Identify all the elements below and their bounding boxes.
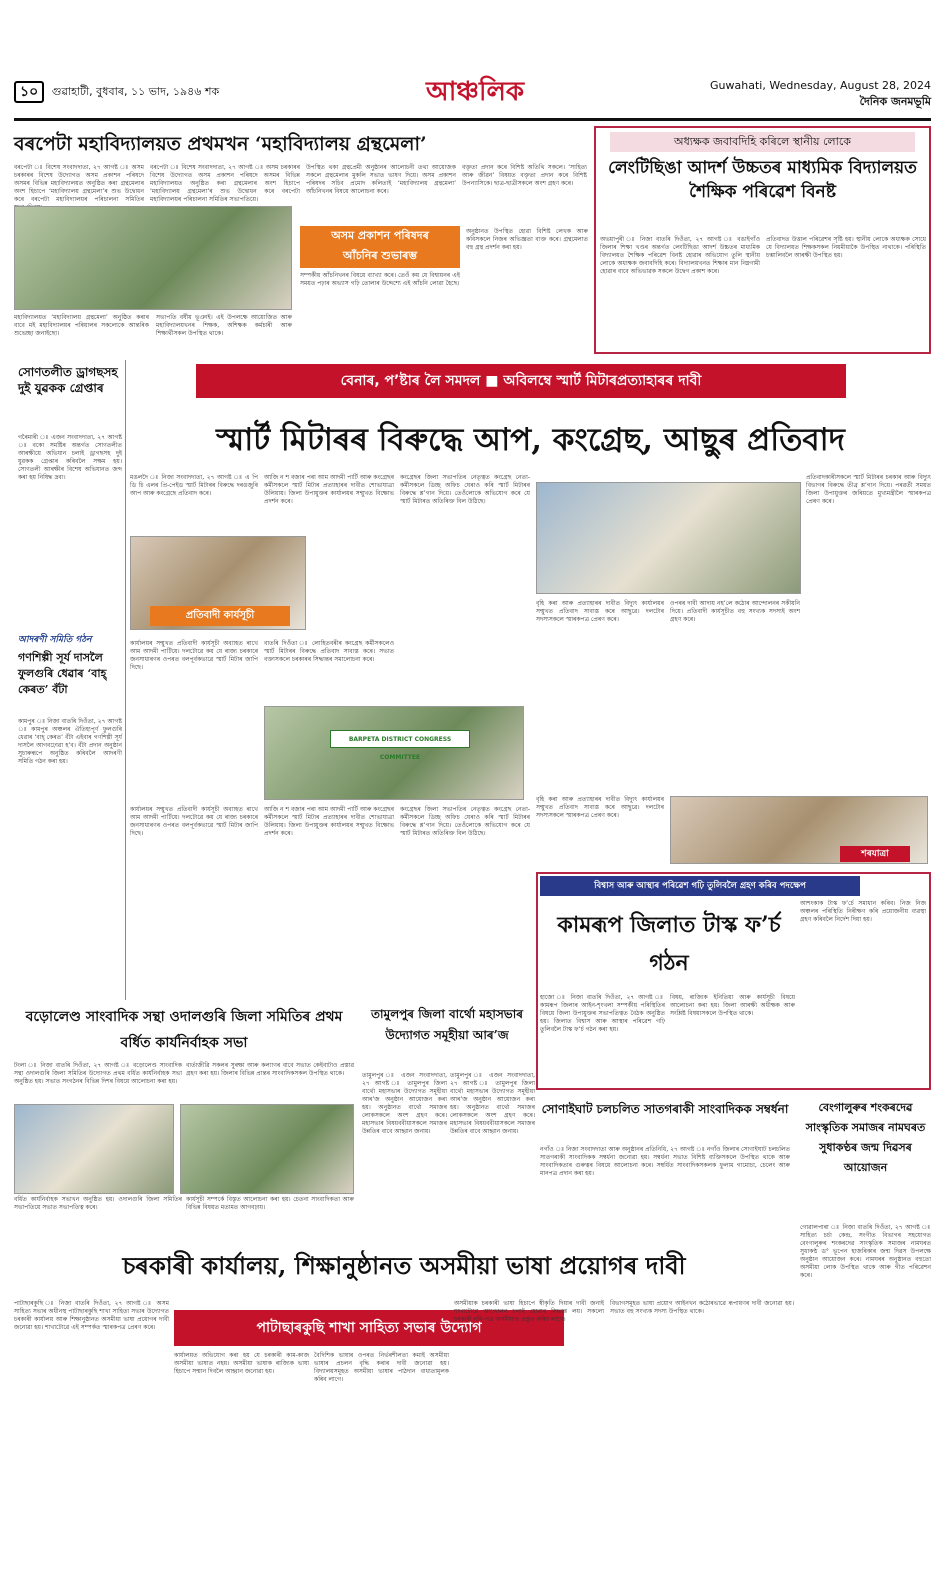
story3-photo4-banner: শৰযাত্ৰা <box>840 846 910 862</box>
story4-body: হাজো ঃ নিজা বাতৰি দিওঁতা, ২৭ আগষ্ট ঃ কামৰূপ জিলাৰ আইন-শৃংখলা সম্পৰ্কীয় পৰিস্থিতিৰ বিষয়ে জিলা উপায়ুক্তৰ সভাপতিত্বত বৈঠক অনুষ্ঠিত হয়। জিলাত বিশ্বাস আৰু আস্থাৰ পৰিৱেশ গঢ়ি তুলিবলৈ টাস্ক ফ’ৰ্চ গঠন কৰা হয়। <box>540 994 665 1033</box>
story3-bar <box>196 364 846 398</box>
story3-headline: স্মাৰ্ট মিটাৰৰ বিৰুদ্ধে আপ, কংগ্ৰেছ, আছুৰ প্ৰতিবাদ <box>216 422 845 458</box>
left-story2-body: কামপুৰ ঃ নিজা বাতৰি দিওঁতা, ২৭ আগষ্ট ঃ কামপুৰ অঞ্চলৰ ঐতিহ্যপূৰ্ণ ফুলগুৰি ধেৱাৰ ‘বাহ্ কেৰত’ বঁটা এইবাৰ গণশিল্পী সূৰ্য দাসলৈ আগবঢ়োৱা হ’ব। বঁটা প্ৰদান অনুষ্ঠান সুচাৰুৰূপে অনুষ্ঠিত কৰিবলৈ আদৰণী সমিতি গঠন কৰা হয়। <box>18 718 122 765</box>
header-right <box>601 78 931 114</box>
story5-photo1 <box>14 1104 174 1194</box>
left-story2-headline: গণশিল্পী সূৰ্য দাসলৈ ফুলগুৰি ধেৱাৰ ‘বাহ্ কেৰত’ বঁটা <box>18 651 107 696</box>
story2-body2: প্ৰতিবাদত উত্তাল পৰিৱেশৰ সৃষ্টি হয়। স্থানীয় লোকে অধ্যক্ষক সোধে যে বিদ্যালয়ত শিক্ষকসকল নিয়মীয়াকৈ উপস্থিত নাথাকে। পৰিস্থিতি চম্ভালিবলৈ আৰক্ষী উপস্থিত হয়। <box>766 236 926 259</box>
story6-body-b: তামুলপুৰ ঃ এজন সংবাদদাতা, ২৭ আগষ্ট ঃ তামুলপুৰ জিলা বাৰ্থো মহাসভাৰ উদ্যোগত সমূহীয়া আৰ’জ অনুষ্ঠান আয়োজন কৰা হয়। অনুষ্ঠানত বাৰ্থো সমাজৰ লোকসকলে অংশ গ্ৰহণ কৰে। মহাসভাৰ বিষয়ববীয়াসকলে সমাজৰ উন্নতিৰ বাবে আহ্বান জনায়। <box>450 1072 535 1135</box>
paper-name: দৈনিক জনমভূমি <box>859 95 931 108</box>
story2-kicker: অধ্যক্ষক জবাবদিহি কৰিলে স্থানীয় লোকে <box>610 132 915 152</box>
story9-body4: অসমীয়াক চৰকাৰী ভাষা হিচাপে স্বীকৃতি দিয়াৰ দাবী জনাই শাখাটোৱে আন্দোলন চলাই যোৱাৰ সিদ্ধান্ত লয়। সকলো চৰকাৰী নথি-পত্ৰ অসমীয়াত প্ৰস্তুত কৰিব লাগে। <box>454 1300 604 1323</box>
story3-body1: মঙলদৈ ঃ নিজা সংবাদদাতা, ২৭ আগষ্ট ঃ এ পি ডি চি এলৰ প্ৰি-পেইড স্মাৰ্ট মিটাৰৰ বিৰুদ্ধে দৰঙজুৰি আপ আৰু কংগ্ৰেছে প্ৰতিবাদ কৰে। <box>130 474 258 497</box>
header-rule <box>14 118 931 121</box>
story7-body: নগাঁও ঃ নিজা সংবাদদাতা আৰু অনুষ্ঠানৰ প্ৰতিনিধি, ২৭ আগষ্ট ঃ নগাঁও জিলাৰ সোণাইঘাট চলচলিত সাতগৰাকী সাংবাদিকক সম্বৰ্ধনা জনোৱা হয়। সম্বৰ্ধনা সভাত বিশিষ্ট ব্যক্তিসকলে উপস্থিত থাকে আৰু সাংবাদিকতাৰ গুৰুত্বৰ বিষয়ে আলোচনা কৰে। সম্বৰ্ধিত সাংবাদিকসকলক ফুলাম গামোচা, চেলেং আৰু মানপত্ৰ প্ৰদান কৰা হয়। <box>540 1146 790 1177</box>
story3-body6b: বৃহি কৰা আৰু প্ৰত্যাহাৰৰ দাবীত বিদ্যুৎ কাৰ্যালয়ৰ সন্মুখত প্ৰতিবাদ সাব্যস্ত কৰে আছুৱে। দলটোৰ সদস্যসকলে স্মাৰকপত্ৰ প্ৰেৰণ কৰে। <box>536 796 664 819</box>
story9-headline: চৰকাৰী কাৰ্যালয়, শিক্ষানুষ্ঠানত অসমীয়া ভাষা প্ৰয়োগৰ দাবী <box>122 1251 686 1280</box>
story3-body7: ওপৰৰ দাবী আদায় নহ’লে কঠোৰ আন্দোলনৰ সকীয়নি দিয়ে। প্ৰতিবাদী কাৰ্যসূচীত বহু সংখ্যক সদস্যই অংশ গ্ৰহণ কৰে। <box>670 600 800 623</box>
story3-body2b: আজি ন শ বজাৰ পৰা আম আদমী পাৰ্টি আৰু কংগ্ৰেছৰ কৰ্মীসকলে স্মাৰ্ট মিটাৰ প্ৰত্যাহাৰৰ দাবীত শোভাযাত্ৰা উলিয়ায়। জিলা উপায়ুক্তৰ কাৰ্যালয়ৰ সন্মুখত বিক্ষোভ প্ৰদৰ্শন কৰে। <box>264 806 394 837</box>
story3-bar-left: বেনাৰ, প’ষ্টাৰ লৈ সমদল <box>340 373 481 389</box>
story1-banner-line2: আঁচনিৰ শুভাৰম্ভ <box>342 249 418 262</box>
story1-headline: বৰপেটা মহাবিদ্যালয়ত প্ৰথমখন ‘মহাবিদ্যালয় গ্ৰন্থমেলা’ <box>14 133 427 155</box>
section-title: আঞ্চলিক <box>425 77 525 107</box>
left-story1-headline: সোণতলীত ড্ৰাগছসহ দুই যুৱকক গ্ৰেপ্তাৰ <box>18 365 118 395</box>
story1-body6: অনুষ্ঠানত উপস্থিত হোৱা বিশিষ্ট লেখক আৰু কবিসকলে নিজৰ অভিজ্ঞতা ব্যক্ত কৰে। গ্ৰন্থমেলাত বহু গ্ৰন্থ প্ৰদৰ্শন কৰা হয়। <box>466 228 588 251</box>
story1-body4: সভাপতি বৰ্ষীয় ভূঞাই। এই উপলক্ষে আয়োজিত আৰু মহাবিদ্যালয়খনৰ শিক্ষক, অশিক্ষক কৰ্মচাৰী আৰু শিক্ষাৰ্থীসকল উপস্থিত থাকে। <box>156 314 292 337</box>
page-number: ১০ <box>14 81 44 103</box>
story8-headline: বেংগালুৰুৰ শংকৰদেৱ সাংস্কৃতিক সমাজৰ নামঘৰত সুধাকণ্ঠৰ জন্ম দিৱসৰ আয়োজন <box>805 1101 926 1174</box>
story1-body5: সম্পৰ্কীয় আঁচনিখনৰ বিষয়ে ব্যাখ্যা কৰে। তেওঁ কয় যে বিশ্বায়নৰ এই সময়ত পঢ়াৰ অভ্যাস গঢ়ি তোলাৰ উদ্দেশ্যে এই আঁচনি লোৱা হৈছে। <box>300 272 460 287</box>
story3-body5: বাতৰি দিওঁতা ঃ লোহিতবৰীৰ কংগ্ৰেছ কৰ্মীসকলেও স্মাৰ্ট মিটাৰৰ বিৰুদ্ধে প্ৰতিবাদ সাব্যস্ত কৰে। সভাত বক্তাসকলে চৰকাৰৰ সিদ্ধান্তৰ সমালোচনা কৰে। <box>264 640 394 663</box>
story9-body3: বৈদিশিক ভাষাৰ ওপৰত নিৰ্ভৰশীলতা কমাই অসমীয়া ভাষাৰ প্ৰচলন বৃদ্ধি কৰাৰ দাবী জনোৱা হয়। বিদ্যালয়সমূহত অসমীয়া ভাষাৰ পাঠদান বাধ্যতামূলক কৰিব লাগে। <box>314 1352 449 1383</box>
story1-banner-line1: অসম প্ৰকাশন পৰিষদৰ <box>331 229 429 242</box>
left-story1-body: গৰৈমাৰী ঃ এজন সংবাদদাতা, ২৭ আগষ্ট ঃ বকো সমষ্টিৰ অন্তৰ্গত সোণতলীত আৰক্ষীয়ে অভিযান চলাই ড্ৰাগছসহ দুই যুৱকক গ্ৰেপ্তাৰ কৰিবলৈ সক্ষম হয়। সোণতলী আৰক্ষীৰ বিশেষ অভিযানত জব্দ কৰা হয় নিষিদ্ধ দ্ৰব্য। <box>18 434 122 481</box>
story5-body3: কাৰ্যসূচী সম্পৰ্কে বিস্তৃত আলোচনা কৰা হয়। চেতনা সাংবাদিকতা আৰু বিভিন্ন বিষয়ত মতামত আগবঢ়ায়। <box>186 1196 354 1211</box>
story3-bar-sep: ■ <box>485 373 499 389</box>
story1-banner <box>300 226 460 268</box>
story9-body2: কাৰ্যালয়ত অভিযোগ কৰা হয় যে চৰকাৰী কাম-কাজ অসমীয়া ভাষাত নহয়। অসমীয়া ভাষাক ৰাজ্যিক ভাষা হিচাপে সন্মান দিবলৈ আহ্বান জনোৱা হয়। <box>174 1352 309 1375</box>
story9-body5: বিভাগসমূহত ভাষা প্ৰয়োগ আইনখন কঠোৰভাৱে ৰূপায়ণৰ দাবী জনোৱা হয়। সভাত বহু সংখ্যক সদস্য উপস্থিত থাকে। <box>610 1300 794 1315</box>
story5-body2: বাৰ্তাজীৱি সকলৰ সুৰক্ষা আৰু কল্যাণৰ বাবে সভাত কেইবাটাও প্ৰস্তাৱ গ্ৰহণ কৰা হয়। জিলাৰ বিভিন্ন প্ৰান্তৰ সাংবাদিকসকল উপস্থিত থাকে। <box>186 1062 354 1077</box>
story2-body: অভয়াপুৰী ঃ নিজা বাতৰি দিওঁতা, ২৭ আগষ্ট ঃ বঙাইগাঁও জিলাৰ শিক্ষা খণ্ডৰ অন্তৰ্গত লেংটিছিঙা আদৰ্শ উচ্চতৰ মাধ্যমিক বিদ্যালয়ত শৈক্ষিক পৰিৱেশ বিনষ্ট হোৱাৰ অভিযোগ তুলি স্থানীয় লোকে অধ্যক্ষক জবাবদিহি কৰে। বিদ্যালয়খনত শিক্ষাৰ মান নিম্নগামী হোৱাৰ বাবে অভিভাৱক সকলে উদ্বেগ প্ৰকাশ কৰে। <box>600 236 760 275</box>
story3-photo1-banner: প্ৰতিবাদী কাৰ্যসূচী <box>150 606 290 626</box>
story8-body: গোৱালপাৰা ঃ নিজা বাতৰি দিওঁতা, ২৭ আগষ্ট ঃ সাহিত্য চৰ্চা কেন্দ্ৰ, সংগীত বিভাগৰ সহযোগত বেংগালুৰুৰ শংকৰদেৱ সাংস্কৃতিক সমাজৰ নামঘৰত সুধাকণ্ঠ ড° ভূপেন হাজৰিকাৰ জন্ম দিৱস উপলক্ষে অনুষ্ঠান আয়োজন কৰে। নামঘৰৰ অনুষ্ঠানত বহুতো অসমীয়া লোক উপস্থিত থাকে আৰু গীত পৰিৱেশন কৰে। <box>800 1224 931 1279</box>
story9-kicker: পাটাছাৰকুছি শাখা সাহিত্য সভাৰ উদ্যোগ <box>174 1310 564 1346</box>
story3-body6: বৃহি কৰা আৰু প্ৰত্যাহাৰৰ দাবীত বিদ্যুৎ কাৰ্যালয়ৰ সন্মুখত প্ৰতিবাদ সাব্যস্ত কৰে আছুৱে। দলটোৰ সদস্যসকলে স্মাৰকপত্ৰ প্ৰেৰণ কৰে। <box>536 600 664 623</box>
story4-body3: আশংকাক টাস্ক ফ’ৰ্চে সমাধান কৰিব। নিজ নিজ অঞ্চলৰ পৰিস্থিতি নিৰীক্ষণ কৰি প্ৰয়োজনীয় ব্যৱস্থা গ্ৰহণ কৰিবলৈ নিৰ্দেশ দিয়া হয়। <box>800 900 926 923</box>
story3-body4: কাৰ্যালয়ৰ সন্মুখত প্ৰতিবাদী কাৰ্যসূচী অব্যাহত ৰাখে আম আদমী পাৰ্টিয়ে। দলটোৱে কয় যে ৰাজ্য চৰকাৰে জনসাধাৰণৰ ওপৰত বলপূৰ্বকভাৱে স্মাৰ্ট মিটাৰ জাপি দিছে। <box>130 640 258 671</box>
left-story2-kicker: আদৰণী সমিতি গঠন <box>18 635 92 645</box>
story5-body: টংলা ঃ নিজা বাতৰি দিওঁতা, ২৭ আগষ্ট ঃ বড়োলেণ্ড সাংবাদিক সন্থা ওদালগুৰি জিলা সমিতিৰ উদ্যোগত প্ৰথম বৰ্ধিত কাৰ্যনিৰ্বাহক সভা অনুষ্ঠিত হয়। সভাত সংগঠনৰ বিভিন্ন দিশৰ বিষয়ে আলোচনা কৰা হয়। <box>14 1062 182 1085</box>
story1-body1: বৰপেটা ঃ বিশেষ সংবাদদাতা, ২৭ আগষ্ট ঃ অসম চৰকাৰৰ বিশেষ উদ্যোগত অসম প্ৰকাশন পৰিষদে অসমৰ বিভিন্ন মহাবিদ্যালয়ত অনুষ্ঠিত কৰা গ্ৰন্থমেলাৰ অংশ হিচাপে ‘মহাবিদ্যালয় গ্ৰন্থমেলা’ৰ শুভ উদ্বোধন কৰে বৰপেটা মহাবিদ্যালয়ৰ পৰিচালনা সমিতিৰ <box>14 164 144 203</box>
story3-body8: প্ৰতিবাদকাৰীসকলে স্মাৰ্ট মিটাৰৰ চৰকাৰ আৰু বিদ্যুৎ বিভাগৰ বিৰুদ্ধে তীব্ৰ শ্ল’গান দিয়ে। পৰৱৰ্তী সময়ত জিলা উপায়ুক্তৰ জৰিয়তে মুখ্যমন্ত্ৰীলৈ স্মাৰকপত্ৰ প্ৰেৰণ কৰে। <box>806 474 931 505</box>
story3-photo3 <box>536 482 801 594</box>
story5-headline: বড়োলেণ্ড সাংবাদিক সন্থা ওদালগুৰি জিলা সমিতিৰ প্ৰথম বৰ্ধিত কাৰ্যনিৰ্বাহক সভা <box>25 1009 343 1051</box>
story3-body4b: কাৰ্যালয়ৰ সন্মুখত প্ৰতিবাদী কাৰ্যসূচী অব্যাহত ৰাখে আম আদমী পাৰ্টিয়ে। দলটোৱে কয় যে ৰাজ্য চৰকাৰে জনসাধাৰণৰ ওপৰত বলপূৰ্বকভাৱে স্মাৰ্ট মিটাৰ জাপি দিছে। <box>130 806 258 837</box>
story3-bar-right: অবিলম্বে স্মাৰ্ট মিটাৰপ্ৰত্যাহাৰৰ দাবী <box>503 373 702 389</box>
story4-kicker: বিশ্বাস আৰু আস্থাৰ পৰিৱেশ গঢ়ি তুলিবলৈ গ্ৰহণ কৰিব পদক্ষেপ <box>540 876 860 896</box>
story3-body3: কংগ্ৰেছৰ জিলা সভাপতিৰ নেতৃত্বত কংগ্ৰেছ নেতা-কৰ্মীসকলে ডিচ্ছ অফিচ ঘেৰাও কৰি স্মাৰ্ট মিটাৰৰ বিৰুদ্ধে শ্ল’গান দিয়ে। তেওঁলোকে অভিযোগ কৰে যে স্মাৰ্ট মিটাৰত অতিৰিক্ত বিল উঠিছে। <box>400 474 530 505</box>
story1-photo <box>14 206 292 310</box>
story7-headline: সোণাইঘাট চলচলিত সাতগৰাকী সাংবাদিকক সম্বৰ্ধনা <box>541 1102 789 1116</box>
date-english: Guwahati, Wednesday, August 28, 2024 <box>710 79 931 92</box>
story6-body: তামুলপুৰ ঃ এজন সংবাদদাতা, ২৭ আগষ্ট ঃ তামুলপুৰ জিলা বাৰ্থো মহাসভাৰ উদ্যোগত সমূহীয়া আৰ’জ অনুষ্ঠান আয়োজন কৰা হয়। অনুষ্ঠানত বাৰ্থো সমাজৰ লোকসকলে অংশ গ্ৰহণ কৰে। মহাসভাৰ বিষয়ববীয়াসকলে সমাজৰ উন্নতিৰ বাবে আহ্বান জনায়। <box>362 1072 447 1135</box>
story1-body1b: বৰপেটা ঃ বিশেষ সংবাদদাতা, ২৭ আগষ্ট ঃ অসম চৰকাৰৰ বিশেষ উদ্যোগত অসম প্ৰকাশন পৰিষদে অসমৰ বিভিন্ন মহাবিদ্যালয়ত অনুষ্ঠিত কৰা গ্ৰন্থমেলাৰ অংশ হিচাপে ‘মহাবিদ্যালয় গ্ৰন্থমেলা’ৰ শুভ উদ্বোধন কৰে বৰপেটা মহাবিদ্যালয়ৰ পৰিচালনা সমিতিৰ সভাপতিয়ে। <box>150 164 300 203</box>
story3-body2: আজি ন শ বজাৰ পৰা আম আদমী পাৰ্টি আৰু কংগ্ৰেছৰ কৰ্মীসকলে স্মাৰ্ট মিটাৰ প্ৰত্যাহাৰৰ দাবীত শোভাযাত্ৰা উলিয়ায়। জিলা উপায়ুক্তৰ কাৰ্যালয়ৰ সন্মুখত বিক্ষোভ প্ৰদৰ্শন কৰে। <box>264 474 394 505</box>
story3-body3b: কংগ্ৰেছৰ জিলা সভাপতিৰ নেতৃত্বত কংগ্ৰেছ নেতা-কৰ্মীসকলে ডিচ্ছ অফিচ ঘেৰাও কৰি স্মাৰ্ট মিটাৰৰ বিৰুদ্ধে শ্ল’গান দিয়ে। তেওঁলোকে অভিযোগ কৰে যে স্মাৰ্ট মিটাৰত অতিৰিক্ত বিল উঠিছে। <box>400 806 530 837</box>
story1-body2: উপস্থিত থকা গ্ৰন্থপ্ৰেমী অনুষ্ঠানৰ আলোচনী তথা আয়োজক সকলে গ্ৰন্থমেলাৰ মুকলি সভাত ভাষণ দিয়ে। অসম প্ৰকাশন পৰিষদৰ সচিব প্ৰমোদ কলিতাই ‘মহাবিদ্যালয় গ্ৰন্থমেলা’ আঁচনিখনৰ বিষয়ে আলোচনা কৰে। <box>306 164 456 195</box>
date-bengali: গুৱাহাটী, বুধবাৰ, ১১ ভাদ, ১৯৪৬ শক <box>51 85 220 98</box>
header-left <box>14 80 344 104</box>
story1-body3: বক্তৃতা প্ৰদান কৰে বিশিষ্ট অতিথি সকলে। ‘সাহিত্য আৰু জীৱন’ বিষয়ত বক্তৃতা প্ৰদান কৰে বিশিষ্ট উপন্যাসিকে। ছাত্ৰ-ছাত্ৰীসকলে অংশ গ্ৰহণ কৰে। <box>462 164 587 187</box>
story6-headline: তামুলপুৰ জিলা বাৰ্থো মহাসভাৰ উদ্যোগত সমূহীয়া আৰ’জ <box>371 1007 523 1042</box>
story5-photo2 <box>180 1104 354 1194</box>
story4-body2: বিষয়, ৰাজ্যিক ইনিতিয়া আৰু কাৰ্যসূচী বিষয়ে আলোচনা কৰা হয়। জিলা আৰক্ষী অধীক্ষক আৰু সংশ্লিষ্ট বিষয়াসকলে উপস্থিত থাকে। <box>670 994 795 1017</box>
story4-headline: কামৰূপ জিলাত টাস্ক ফ’ৰ্চ গঠন <box>557 912 781 976</box>
story5-caption: বৰ্ধিত কাৰ্যনিৰ্বাহক সভাখন অনুষ্ঠিত হয়। ওদালগুৰি জিলা সমিতিৰ সভাপতিয়ে সভাত সভাপতিত্ব কৰে। <box>14 1196 182 1211</box>
story2-headline: লেংটিছিঙা আদৰ্শ উচ্চতৰ মাধ্যমিক বিদ্যালয়ত শৈক্ষিক পৰিৱেশ বিনষ্ট <box>608 158 917 202</box>
story9-body: পাটাছাৰকুছি ঃ নিজা বাতৰি দিওঁতা, ২৭ আগষ্ট ঃ অসম সাহিত্য সভাৰ অধীনস্থ পাটাছাৰকুছি শাখা সাহিত্য সভাৰ উদ্যোগত চৰকাৰী কাৰ্যালয় আৰু শিক্ষানুষ্ঠানত অসমীয়া ভাষা প্ৰয়োগৰ দাবী জনোৱা হয়। শাখাটোৱে এই সম্পৰ্কত স্মাৰকপত্ৰ প্ৰেৰণ কৰে। <box>14 1300 169 1331</box>
story1-caption: মহাবিদ্যালয়ত ‘মহাবিদ্যালয় গ্ৰন্থমেলা’ অনুষ্ঠিত কৰাৰ বাবে মই মহাবিদ্যালয়ৰ পৰিয়ালৰ সকলোকে আন্তৰিক শুভেচ্ছা জনাইছো। <box>14 314 149 337</box>
story3-photo2-banner: BARPETA DISTRICT CONGRESS COMMITTEE <box>330 730 470 748</box>
